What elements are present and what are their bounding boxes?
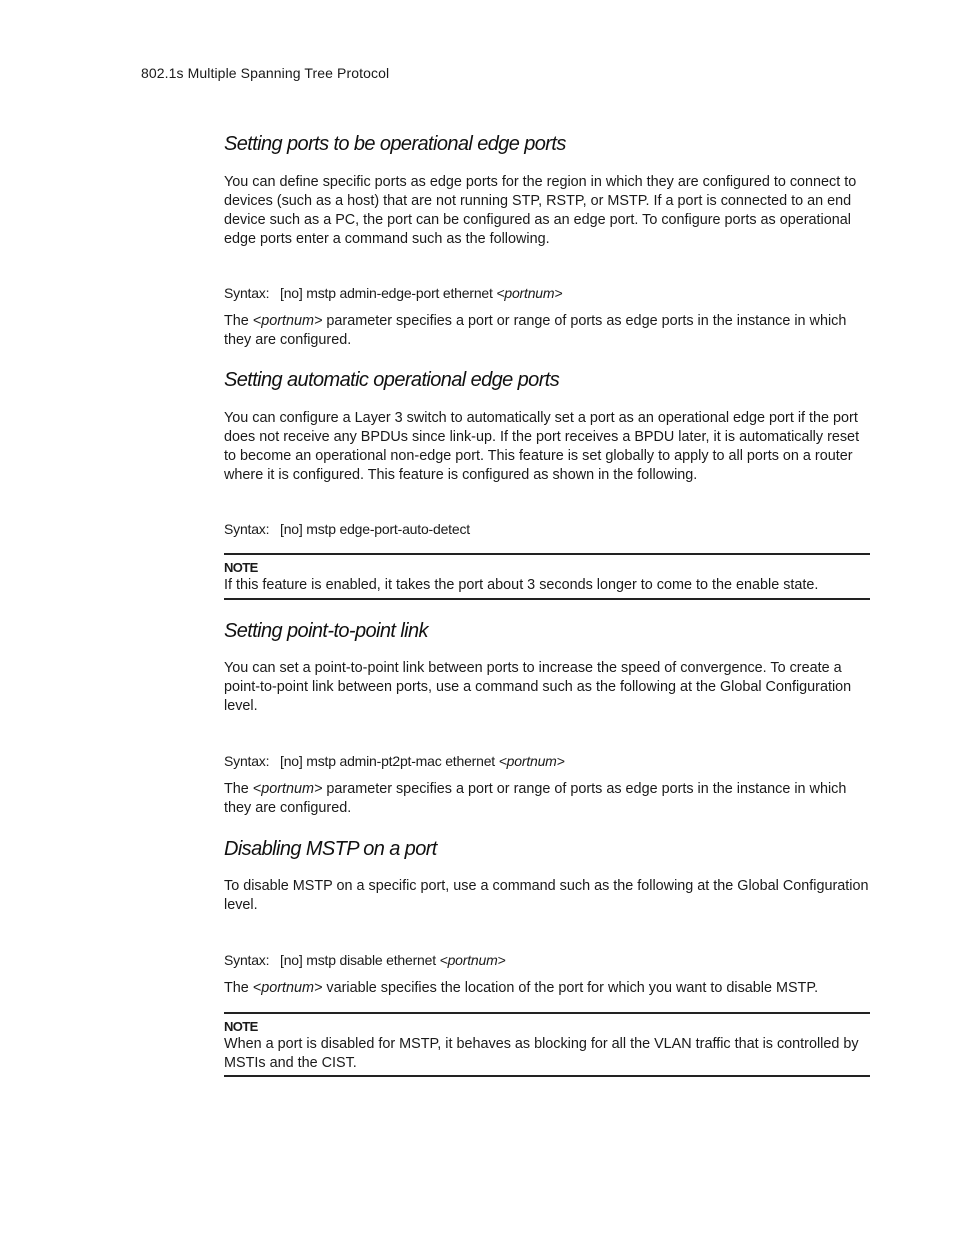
syntax-line-disable-mstp [224,951,870,970]
syntax-label: Syntax: [224,753,270,769]
desc-suffix: variable specifies the location of the port for which you want to disable MSTP. [322,980,819,996]
section-intro-pt2pt-link: You can set a point-to-point link between ports to increase the speed of convergence. To create a point-to-point link between ports, use a command such as the following at the Global Configuration level. [224,660,852,714]
desc-argument: <portnum> [252,781,323,797]
syntax-no-option: [no] [280,952,303,968]
section-intro-auto-edge-ports: You can configure a Layer 3 switch to automatically set a port as an operational edge port if the port does not receive any BPDUs since link-up. If the port receives a BPDU later, it is automatically reset to become an operational non-edge port. This feature is set globally to apply to all ports on a router where it is configured. This feature is configured as shown in the following. [224,410,860,483]
syntax-argument: <portnum> [498,753,565,769]
syntax-command: mstp edge-port-auto-detect [306,521,470,537]
syntax-label: Syntax: [224,952,270,968]
syntax-line-auto-edge-ports [224,520,870,539]
param-description-pt2pt-link [224,780,870,818]
section-intro-edge-ports: You can define specific ports as edge ports for the region in which they are configured to connect to devices (such as a host) that are not running STP, RSTP, or MSTP. If a port is connected to an end device such as a PC, the port can be configured as an edge port. To configure ports as operational edge ports enter a command such as the following. [224,174,857,247]
param-description-edge-ports [224,312,870,350]
syntax-argument: <portnum> [496,285,563,301]
section-title-auto-edge-ports: Setting automatic operational edge ports [224,369,560,391]
note-label: NOTE [224,1019,258,1034]
section-title-pt2pt-link: Setting point-to-point link [224,620,428,642]
desc-suffix: parameter specifies a port or range of ports as edge ports in the instance in which they are configured. [224,781,847,816]
syntax-argument: <portnum> [439,952,506,968]
note-label: NOTE [224,560,258,575]
syntax-line-pt2pt-link [224,752,870,771]
note-text: If this feature is enabled, it takes the port about 3 seconds longer to come to the enable state. [224,577,819,593]
syntax-label: Syntax: [224,285,270,301]
syntax-label: Syntax: [224,521,270,537]
syntax-command: mstp admin-edge-port ethernet [306,285,493,301]
note-box-disable-mstp [224,1012,870,1077]
syntax-no-option: [no] [280,285,303,301]
desc-argument: <portnum> [252,980,323,996]
desc-argument: <portnum> [252,313,323,329]
note-box-auto-edge-ports [224,553,870,600]
syntax-command: mstp disable ethernet [306,952,436,968]
running-header: 802.1s Multiple Spanning Tree Protocol [141,65,390,81]
section-title-disable-mstp: Disabling MSTP on a port [224,838,437,860]
desc-prefix: The [224,781,253,797]
syntax-command: mstp admin-pt2pt-mac ethernet [306,753,495,769]
desc-prefix: The [224,980,253,996]
desc-suffix: parameter specifies a port or range of ports as edge ports in the instance in which they are configured. [224,313,847,348]
section-title-edge-ports: Setting ports to be operational edge ports [224,133,566,155]
syntax-no-option: [no] [280,753,303,769]
syntax-line-edge-ports [224,284,870,303]
desc-prefix: The [224,313,253,329]
param-description-disable-mstp [224,979,870,998]
syntax-no-option: [no] [280,521,303,537]
note-text: When a port is disabled for MSTP, it behaves as blocking for all the VLAN traffic that is controlled by MSTIs and the CIST. [224,1036,859,1071]
section-intro-disable-mstp: To disable MSTP on a specific port, use a command such as the following at the Global Configuration level. [224,878,869,913]
